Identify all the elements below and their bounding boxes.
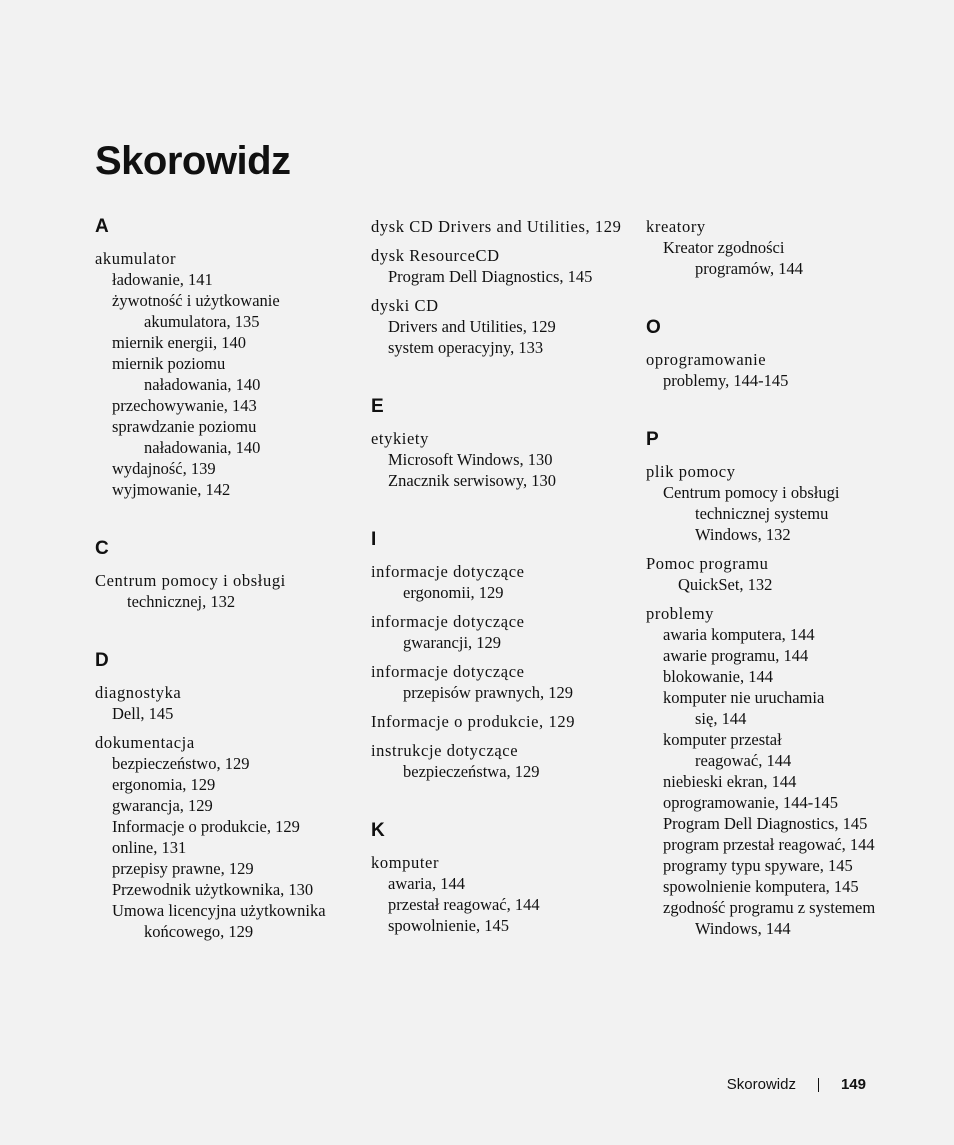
index-subterm: naładowania, 140 [144,375,261,394]
index-section [646,317,946,391]
index-subterm: przepisy prawne, 129 [112,859,254,878]
index-subterm: komputer nie uruchamia [663,688,825,707]
index-section [371,216,636,358]
index-entry [95,732,355,942]
section-letter: K [371,820,385,841]
index-column-3 [646,216,946,977]
index-term: Centrum pomocy i obsługi [95,571,286,590]
index-section [95,216,355,500]
index-subterm: technicznej, 132 [127,592,236,611]
index-entry [371,711,636,732]
index-term: dysk ResourceCD [371,246,500,265]
index-term: oprogramowanie [646,350,767,369]
index-section [95,538,355,612]
index-subterm: system operacyjny, 133 [388,338,544,357]
index-entry [95,570,355,612]
index-entry [646,216,946,279]
footer-divider [818,1078,819,1092]
index-term: kreatory [646,217,706,236]
index-subterm: spowolnienie komputera, 145 [663,877,859,896]
index-subterm: wyjmowanie, 142 [112,480,231,499]
index-subterm: Centrum pomocy i obsługi [663,483,840,502]
index-subterm: gwarancja, 129 [112,796,213,815]
page-number: 149 [840,1076,866,1093]
index-term: akumulator [95,249,177,268]
index-entry [646,603,946,939]
index-subterm: miernik poziomu [112,354,226,373]
page-footer [727,1076,866,1093]
index-subterm: komputer przestał [663,730,782,749]
index-subterm: naładowania, 140 [144,438,261,457]
index-subterm: programów, 144 [695,259,803,278]
index-term: plik pomocy [646,462,736,481]
index-subterm: Drivers and Utilities, 129 [388,317,556,336]
index-entry [646,349,946,391]
index-entry [371,611,636,653]
section-letter: C [95,538,109,559]
index-subterm: programy typu spyware, 145 [663,856,853,875]
section-letter: P [646,429,659,450]
index-subterm: Program Dell Diagnostics, 145 [388,267,593,286]
index-term: informacje dotyczące [371,662,525,681]
index-entry [646,461,946,545]
index-subterm: bezpieczeństwo, 129 [112,754,250,773]
index-entry [646,553,946,595]
index-subterm: ładowanie, 141 [112,270,213,289]
page-title: Skorowidz [95,138,291,183]
index-subterm: Kreator zgodności [663,238,785,257]
index-subterm: blokowanie, 144 [663,667,773,686]
index-entry [371,561,636,603]
index-subterm: oprogramowanie, 144-145 [663,793,839,812]
index-subterm: gwarancji, 129 [403,633,502,652]
index-subterm: awarie programu, 144 [663,646,809,665]
index-subterm: żywotność i użytkowanie [112,291,280,310]
index-subterm: online, 131 [112,838,187,857]
index-subterm: końcowego, 129 [144,922,254,941]
index-term: Informacje o produkcie, 129 [371,712,576,731]
index-subterm: Przewodnik użytkownika, 130 [112,880,314,899]
index-term: diagnostyka [95,683,182,702]
index-subterm: Umowa licencyjna użytkownika [112,901,326,920]
index-term: dysk CD Drivers and Utilities, 129 [371,217,622,236]
index-subterm: spowolnienie, 145 [388,916,509,935]
section-letter: E [371,396,384,417]
footer-section-name: Skorowidz [726,1076,796,1093]
index-subterm: Program Dell Diagnostics, 145 [663,814,868,833]
index-term: dokumentacja [95,733,195,752]
index-entry [371,852,636,936]
index-term: Pomoc programu [646,554,769,573]
index-term: problemy [646,604,715,623]
index-column-2 [371,216,636,974]
index-term: informacje dotyczące [371,612,525,631]
index-subterm: niebieski ekran, 144 [663,772,797,791]
index-subterm: Windows, 144 [695,919,791,938]
section-letter: A [95,216,109,237]
index-entry [371,428,636,491]
index-term: dyski CD [371,296,439,315]
index-subterm: sprawdzanie poziomu [112,417,257,436]
index-entry [95,682,355,724]
index-subterm: Microsoft Windows, 130 [388,450,553,469]
index-subterm: awaria komputera, 144 [663,625,815,644]
index-subterm: Windows, 132 [695,525,791,544]
section-letter: D [95,650,109,671]
index-section [371,396,636,491]
index-subterm: akumulatora, 135 [144,312,260,331]
index-subterm: ergonomii, 129 [403,583,504,602]
index-subterm: Dell, 145 [112,704,174,723]
index-subterm: przechowywanie, 143 [112,396,257,415]
index-entry [95,248,355,500]
index-subterm: wydajność, 139 [112,459,216,478]
index-subterm: QuickSet, 132 [678,575,773,594]
index-subterm: Informacje o produkcie, 129 [112,817,300,836]
index-section [95,650,355,942]
index-subterm: technicznej systemu [695,504,829,523]
index-subterm: program przestał reagować, 144 [663,835,875,854]
index-section [371,820,636,936]
index-entry [371,245,636,287]
index-section [646,429,946,939]
index-entry [371,216,636,237]
index-subterm: zgodność programu z systemem [663,898,876,917]
index-subterm: reagować, 144 [695,751,792,770]
index-section [371,529,636,782]
index-subterm: ergonomia, 129 [112,775,216,794]
index-entry [371,661,636,703]
index-column-1 [95,216,355,980]
index-subterm: się, 144 [695,709,747,728]
index-section [646,216,946,279]
index-subterm: miernik energii, 140 [112,333,246,352]
index-entry [371,295,636,358]
index-subterm: Znacznik serwisowy, 130 [388,471,557,490]
index-subterm: problemy, 144-145 [663,371,789,390]
index-subterm: awaria, 144 [388,874,465,893]
index-subterm: przepisów prawnych, 129 [403,683,573,702]
index-term: etykiety [371,429,429,448]
index-term: instrukcje dotyczące [371,741,519,760]
index-entry [371,740,636,782]
index-subterm: przestał reagować, 144 [388,895,540,914]
section-letter: I [371,529,377,550]
index-subterm: bezpieczeństwa, 129 [403,762,540,781]
section-letter: O [646,317,661,338]
index-term: komputer [371,853,440,872]
index-term: informacje dotyczące [371,562,525,581]
